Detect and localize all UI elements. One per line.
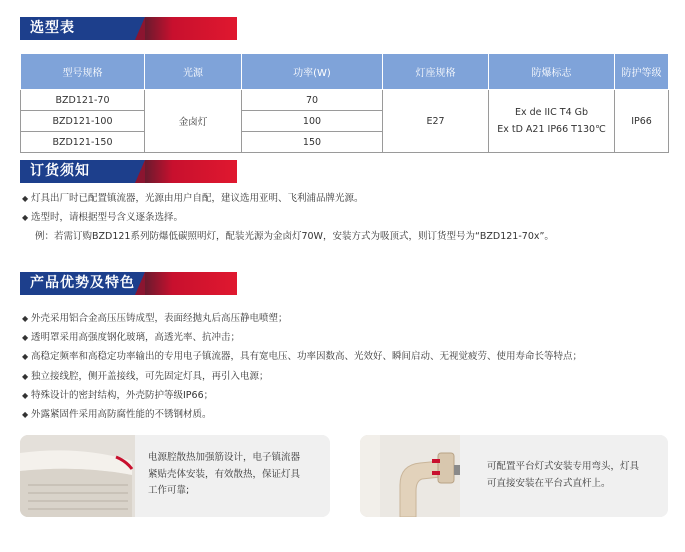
list-item: ◆ 选型时，请根据型号含义逐条选择。 <box>22 208 554 227</box>
section-title-features: 产品优势及特色 <box>20 272 145 295</box>
list-item: ◆ 灯具出厂时已配置镇流器，光源由用户自配，建议选用亚明、飞利浦品牌光源。 <box>22 189 554 208</box>
cell-light-source: 金卤灯 <box>145 90 242 153</box>
section-title-selection: 选型表 <box>20 17 145 40</box>
diamond-bullet-icon: ◆ <box>22 314 29 323</box>
panel-left-text: 电源腔散热加强筋设计，电子镇流器 紧贴壳体安装，有效散热，保证灯具 工作可靠; <box>148 452 301 496</box>
section-header-red-bar <box>145 160 237 183</box>
table-header-row <box>21 54 669 90</box>
diamond-bullet-icon: ◆ <box>22 409 29 419</box>
heat-sink-photo <box>20 435 135 517</box>
list-item: ◆ 高稳定频率和高稳定功率输出的专用电子镇流器，具有宽电压、功率因数高、光效好、瞬间启动、无视觉疲劳、使用寿命长等特点； <box>22 347 582 366</box>
ex-mark-line-2: Ex tD A21 IP66 T130℃ <box>497 124 606 135</box>
section-header-features <box>20 272 237 295</box>
diamond-bullet-icon: ◆ <box>22 333 29 343</box>
diamond-bullet-icon: ◆ <box>22 390 29 400</box>
list-item: ◆ 外露紧固件采用高防腐性能的不锈钢材质。 <box>22 405 582 424</box>
cell-ex-mark <box>489 90 615 153</box>
diamond-bullet-icon: ◆ <box>22 213 29 223</box>
section-title-ordering: 订货须知 <box>20 160 145 183</box>
panel-right-text: 可配置平台灯式安装专用弯头，灯具 可直接安装在平台式直杆上。 <box>487 461 640 489</box>
list-item: ◆ 透明罩采用高强度钢化玻璃，高透光率、抗冲击； <box>22 328 582 347</box>
feature-panel-left <box>20 435 330 517</box>
ex-mark-line-1: Ex de IIC T4 Gb <box>514 107 589 118</box>
ordering-list <box>22 189 554 247</box>
cell-model: BZD121-100 <box>21 111 145 132</box>
cell-socket: E27 <box>383 90 489 153</box>
luminaire-housing-image <box>20 435 135 517</box>
spec-table <box>20 53 669 153</box>
header-ex-mark: 防爆标志 <box>489 54 615 90</box>
elbow-bracket-image <box>360 435 460 517</box>
elbow-bracket-photo <box>360 435 460 517</box>
cell-power: 150 <box>242 132 383 153</box>
section-header-red-bar <box>145 272 237 295</box>
list-item: ◆ 外壳采用铝合金高压压铸成型，表面经抛丸后高压静电喷塑； <box>22 309 582 328</box>
cell-protection: IP66 <box>615 90 669 153</box>
section-header-selection <box>20 17 237 40</box>
header-protection: 防护等级 <box>615 54 669 90</box>
diamond-bullet-icon: ◆ <box>22 352 29 362</box>
cell-model: BZD121-150 <box>21 132 145 153</box>
list-item: ◆ 特殊设计的密封结构，外壳防护等级IP66； <box>22 386 582 405</box>
diamond-bullet-icon: ◆ <box>22 194 29 203</box>
cell-power: 100 <box>242 111 383 132</box>
diamond-bullet-icon: ◆ <box>22 371 29 381</box>
header-socket: 灯座规格 <box>383 54 489 90</box>
list-item: ◆ 独立接线腔，侧开盖接线，可先固定灯具，再引入电源； <box>22 367 582 386</box>
section-header-red-bar <box>145 17 237 40</box>
cell-power: 70 <box>242 90 383 111</box>
cell-model: BZD121-70 <box>21 90 145 111</box>
header-power: 功率(W) <box>242 54 383 90</box>
table-row <box>21 90 669 111</box>
header-light-source: 光源 <box>145 54 242 90</box>
section-header-ordering <box>20 160 237 183</box>
ordering-example: 例：若需订购BZD121系列防爆低碳照明灯，配装光源为金卤灯70W，安装方式为吸顶式，则订货型号为“BZD121-70x”。 <box>35 231 554 243</box>
features-list <box>22 309 582 424</box>
feature-panel-right <box>360 435 668 517</box>
header-model: 型号规格 <box>21 54 145 90</box>
